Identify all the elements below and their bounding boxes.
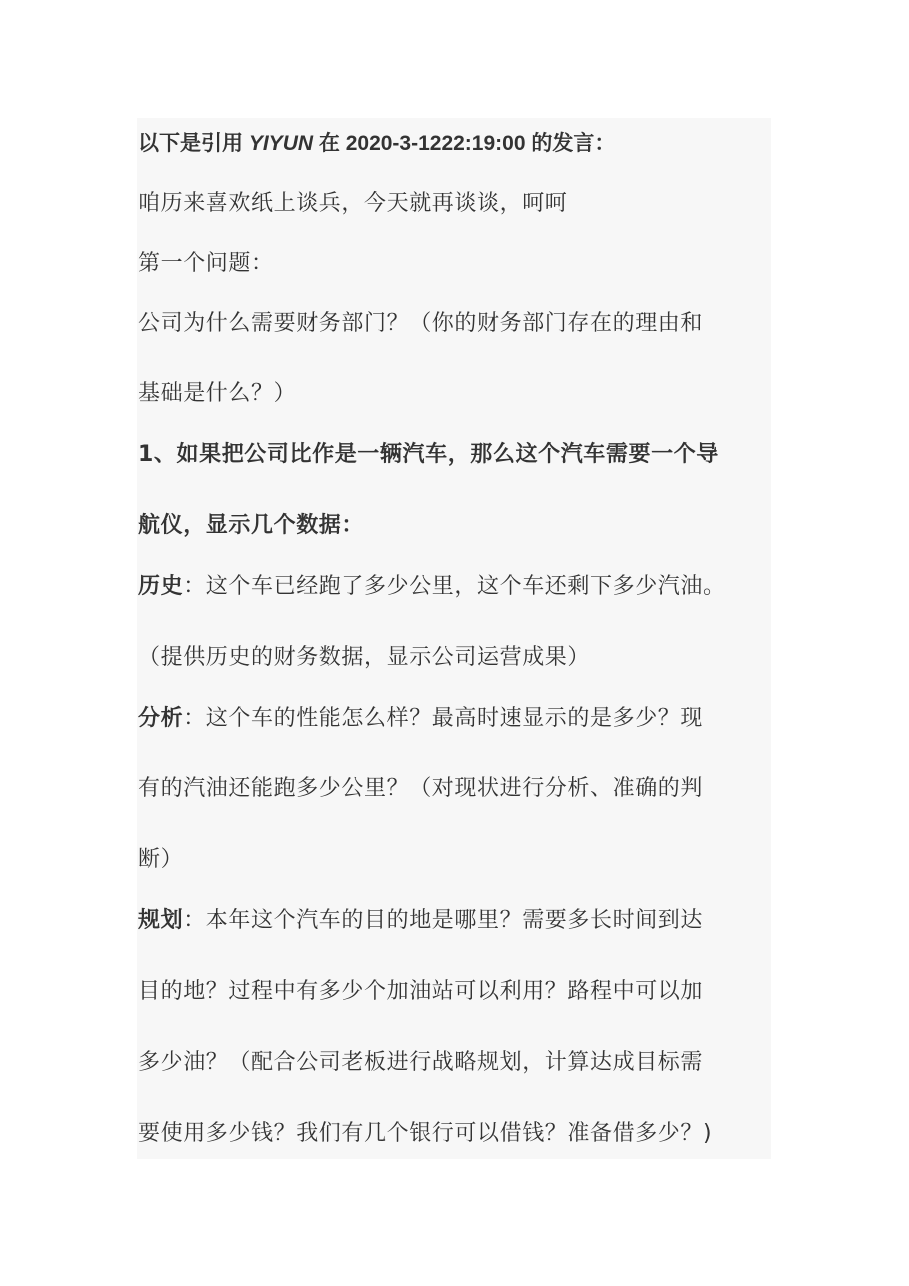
paragraph-analysis-line-2: 有的汽油还能跑多少公里？（对现状进行分析、准确的判 xyxy=(138,776,704,801)
paragraph-question-line-2: 基础是什么？） xyxy=(138,381,297,406)
analysis-text: ：这个车的性能怎么样？最高时速显示的是多少？现 xyxy=(183,706,704,731)
paragraph-car-analogy-line-1: 1、如果把公司比作是一辆汽车，那么这个汽车需要一个导 xyxy=(138,442,719,467)
paragraph-history-line-2: （提供历史的财务数据，显示公司运营成果） xyxy=(138,645,591,670)
paragraph-plan-line-3: 多少油？（配合公司老板进行战略规划，计算达成目标需 xyxy=(138,1050,704,1075)
paragraph-analysis-line-1 xyxy=(138,704,703,734)
plan-term: 规划 xyxy=(138,908,184,933)
quote-header xyxy=(138,129,615,159)
paragraph-question-label: 第一个问题： xyxy=(138,251,274,276)
analysis-term: 分析 xyxy=(138,706,184,731)
history-text: ：这个车已经跑了多少公里，这个车还剩下多少汽油。 xyxy=(183,574,726,599)
paragraph-plan-line-2: 目的地？过程中有多少个加油站可以利用？路程中可以加 xyxy=(138,979,704,1004)
quote-author: YIYUN xyxy=(248,132,314,155)
paragraph-car-analogy-line-2: 航仪，显示几个数据： xyxy=(138,513,365,538)
history-term: 历史 xyxy=(138,574,184,599)
paragraph-analysis-line-3: 断） xyxy=(138,847,184,872)
paragraph-plan-line-1 xyxy=(138,906,703,936)
paragraph-intro: 咱历来喜欢纸上谈兵，今天就再谈谈，呵呵 xyxy=(138,191,568,216)
paragraph-history-line-1 xyxy=(138,572,726,602)
quote-header-prefix: 以下是引用 xyxy=(138,132,243,155)
plan-text: ：本年这个汽车的目的地是哪里？需要多长时间到达 xyxy=(183,908,704,933)
paragraph-plan-line-4: 要使用多少钱？我们有几个银行可以借钱？准备借多少？) xyxy=(138,1121,713,1146)
paragraph-question-line-1: 公司为什么需要财务部门？（你的财务部门存在的理由和 xyxy=(138,311,704,336)
quote-header-middle: 在 2020-3-1222:19:00 的发言： xyxy=(318,132,616,155)
